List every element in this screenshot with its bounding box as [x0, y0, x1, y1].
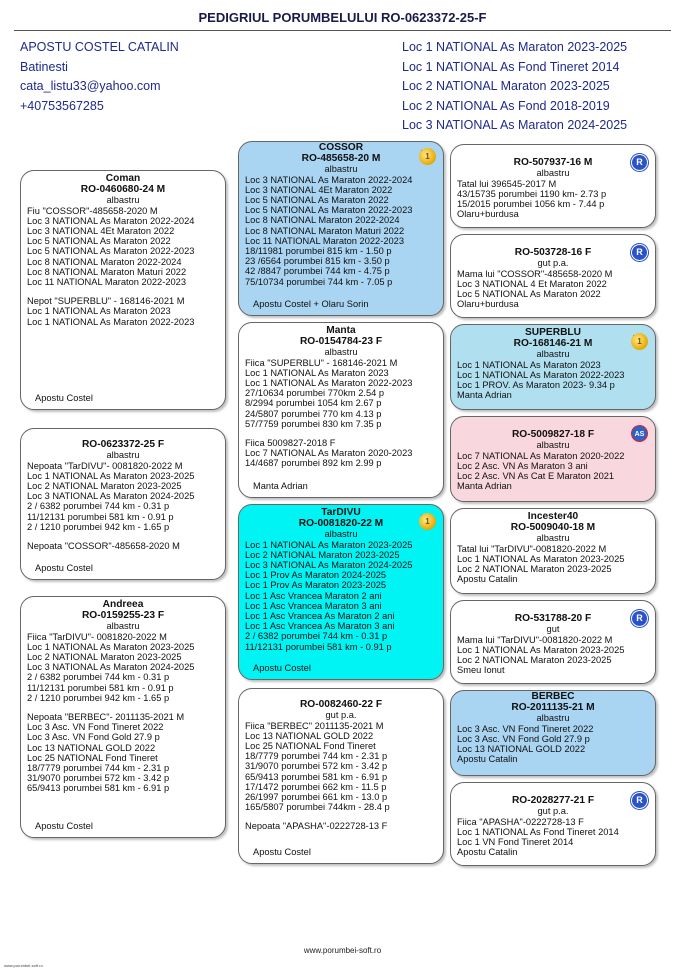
- info-line: Loc 1 Asc Vrancea Maraton 2 ani: [245, 590, 382, 601]
- info-line: 23 /6564 porumbei 815 km - 3.50 p: [245, 256, 390, 267]
- info-line: Loc 7 NATIONAL As Maraton 2020-2022: [457, 450, 625, 461]
- info-line: Tatal lui 396545-2017 M: [457, 178, 557, 189]
- card-lines: [239, 358, 443, 429]
- card-dds[interactable]: [450, 690, 656, 776]
- info-line: 11/12131 porumbei 581 km - 0.91 p: [27, 682, 174, 693]
- info-line: Loc 1 Prov As Maraton 2024-2025: [245, 570, 387, 581]
- info-line: Fiica "TarDIVU"- 0081820-2022 M: [27, 631, 167, 642]
- owner-titles: [402, 38, 627, 136]
- info-line: Fiu "COSSOR"-485658-2020 M: [27, 205, 158, 216]
- pigeon-color: gut p.a.: [537, 258, 569, 268]
- info-line: Loc 11 NATIONAL Maraton 2022-2023: [245, 235, 404, 246]
- card-lines: [451, 451, 655, 482]
- info-line: Loc 5 NATIONAL As Maraton 2022-2023: [27, 246, 195, 257]
- info-line: Fiica "SUPERBLU" - 168146-2021 M: [245, 357, 398, 368]
- card-ddd[interactable]: [450, 782, 656, 866]
- breeder: Apostu Catalin: [457, 754, 518, 765]
- card-dss[interactable]: [450, 508, 656, 594]
- pigeon-color: gut p.a.: [537, 806, 569, 816]
- breeder: Smeu Ionut: [457, 665, 505, 676]
- info-line: Loc 1 NATIONAL As Fond Tineret 2014: [457, 826, 619, 837]
- info-line: Loc 3 NATIONAL As Maraton 2024-2025: [245, 559, 413, 570]
- info-line: Loc 13 NATIONAL GOLD 2022: [27, 742, 156, 753]
- card-lines: [239, 821, 443, 831]
- info-line: 65/9413 porumbei 581 km - 6.91 p: [27, 783, 170, 794]
- info-line: Loc 3 Asc. VN Fond Tineret 2022: [27, 722, 164, 733]
- pigeon-color: albastru: [324, 529, 358, 539]
- card-lines: [21, 541, 225, 551]
- registered-icon: R: [631, 154, 648, 171]
- breeder: Apostu Catalin: [457, 574, 518, 585]
- pigeon-color: albastru: [106, 621, 140, 631]
- info-line: 8/2994 porumbei 1054 km 2.67 p: [245, 398, 382, 409]
- info-line: 65/9413 porumbei 581 km - 6.91 p: [245, 771, 388, 782]
- card-lines: [239, 175, 443, 287]
- info-line: Tatal lui "TarDIVU"-0081820-2022 M: [457, 543, 607, 554]
- pigeon-name: COSSOR: [318, 142, 364, 153]
- breeder: Apostu Costel: [35, 820, 93, 831]
- pigeon-color: albastru: [536, 713, 570, 723]
- info-line: Nepot "SUPERBLU" - 168146-2021 M: [27, 296, 185, 307]
- info-line: 43/15735 porumbei 1190 km- 2.73 p: [457, 188, 607, 199]
- card-lines: [451, 635, 655, 666]
- info-line: Loc 2 NATIONAL Maraton 2023-2025: [245, 549, 400, 560]
- breeder: Apostu Costel: [253, 662, 311, 673]
- card-sdd[interactable]: [450, 416, 656, 502]
- info-line: Loc 1 NATIONAL As Maraton 2022-2023: [245, 377, 413, 388]
- owner-title: Loc 3 NATIONAL As Maraton 2024-2025: [402, 118, 628, 132]
- breeder: Apostu Costel: [35, 562, 93, 573]
- info-line: Loc 1 NATIONAL As Maraton 2023-2025: [245, 539, 413, 550]
- info-line: Loc 3 NATIONAL As Maraton 2024-2025: [27, 491, 195, 502]
- card-lines: [451, 817, 655, 848]
- card-dam[interactable]: [20, 596, 226, 838]
- info-line: Loc 5 NATIONAL As Maraton 2022: [457, 288, 601, 299]
- owner-info: [20, 38, 179, 116]
- pigeon-name: BERBEC: [531, 691, 575, 702]
- info-line: Fiica "BERBEC" 2011135-2021 M: [245, 720, 384, 731]
- breeder: Olaru+burdusa: [457, 209, 519, 220]
- info-line: 14/4687 porumbei 892 km 2.99 p: [245, 458, 382, 469]
- ring-number: RO-0082460-22 F: [299, 699, 383, 710]
- ring-number: RO-485658-20 M: [301, 153, 381, 164]
- info-line: 2 / 1210 porumbei 942 km - 1.65 p: [27, 521, 170, 532]
- info-line: Loc 2 NATIONAL Maraton 2023-2025: [457, 563, 612, 574]
- pigeon-color: gut p.a.: [325, 710, 357, 720]
- info-line: 18/7779 porumbei 744 km - 2.31 p: [245, 751, 388, 762]
- owner-email[interactable]: cata_listu33@yahoo.com: [20, 79, 161, 93]
- card-lines: [21, 461, 225, 532]
- registered-icon: R: [631, 610, 648, 627]
- card-lines: [451, 360, 655, 391]
- card-sire-dam[interactable]: [238, 322, 444, 498]
- card-lines: [239, 438, 443, 469]
- card-dam-sire[interactable]: [238, 504, 444, 680]
- breeder: Manta Adrian: [457, 390, 512, 401]
- pigeon-color: albastru: [106, 195, 140, 205]
- owner-title: Loc 1 NATIONAL As Fond Tineret 2014: [402, 59, 620, 74]
- card-lines: [239, 721, 443, 813]
- pigeon-name: SUPERBLU: [524, 327, 582, 338]
- owner-title: Loc 2 NATIONAL Maraton 2023-2025: [402, 79, 610, 93]
- as-cup-icon: AS: [631, 425, 648, 442]
- info-line: Loc 1 Asc Vrancea Maraton 3 ani: [245, 600, 382, 611]
- card-dam-dam[interactable]: [238, 688, 444, 864]
- info-line: 57/7759 porumbei 830 km 7.35 p: [245, 418, 382, 429]
- info-line: 17/1472 porumbei 662 km - 11.5 p: [245, 781, 387, 792]
- owner-city: Batinesti: [20, 59, 68, 74]
- info-line: Loc 5 NATIONAL As Maraton 2022: [245, 194, 389, 205]
- info-line: Mama lui "TarDIVU"-0081820-2022 M: [457, 634, 613, 645]
- info-line: Loc 1 Asc Vrancea As Maraton 2 ani: [245, 610, 395, 621]
- info-line: Loc 3 Asc. VN Fond Gold 27.9 p: [457, 733, 590, 744]
- info-line: Loc 3 NATIONAL As Maraton 2024-2025: [27, 662, 195, 673]
- ring-number: RO-2011135-21 M: [511, 702, 595, 713]
- info-line: 26/1997 porumbei 661 km - 13.0 p: [245, 791, 388, 802]
- title-divider: [14, 30, 671, 31]
- info-line: Loc 3 NATIONAL As Maraton 2022-2024: [27, 215, 195, 226]
- info-line: 18/7779 porumbei 744 km - 2.31 p: [27, 762, 170, 773]
- info-line: Nepoata "APASHA"-0222728-13 F: [245, 821, 388, 832]
- ring-number: RO-2028277-21 F: [511, 795, 595, 806]
- card-lines: [451, 269, 655, 300]
- info-line: Loc 8 NATIONAL Maraton Maturi 2022: [27, 266, 187, 277]
- info-line: Mama lui "COSSOR"-485658-2020 M: [457, 268, 613, 279]
- ring-number: RO-0154784-23 F: [299, 336, 383, 347]
- info-line: Nepoata "COSSOR"-485658-2020 M: [27, 540, 180, 551]
- pigeon-color: albastru: [536, 168, 570, 178]
- ring-number: RO-0081820-22 M: [298, 518, 384, 529]
- info-line: Loc 2 NATIONAL Maraton 2023-2025: [457, 654, 612, 665]
- card-sire-sire[interactable]: [238, 141, 444, 316]
- breeder: Apostu Costel + Olaru Sorin: [253, 298, 369, 309]
- info-line: Nepoata "BERBEC"- 2011135-2021 M: [27, 711, 185, 722]
- info-line: Loc 1 NATIONAL As Maraton 2023: [245, 367, 389, 378]
- info-line: Nepoata "TarDIVU"- 0081820-2022 M: [27, 460, 183, 471]
- info-line: Loc 1 NATIONAL As Maraton 2023-2025: [27, 470, 195, 481]
- pigeon-color: albastru: [536, 349, 570, 359]
- breeder: Apostu Costel: [253, 846, 311, 857]
- info-line: Loc 3 Asc. VN Fond Tineret 2022: [457, 723, 594, 734]
- pigeon-color: albastru: [324, 164, 358, 174]
- pigeon-name: Andreea: [102, 599, 144, 610]
- registered-icon: R: [631, 244, 648, 261]
- info-line: Loc 3 NATIONAL 4 Et Maraton 2022: [457, 278, 607, 289]
- card-sss[interactable]: [450, 144, 656, 228]
- ring-number: RO-168146-21 M: [513, 338, 593, 349]
- info-line: 2 / 6382 porumbei 744 km - 0.31 p: [27, 501, 170, 512]
- info-line: 31/9070 porumbei 572 km - 3.42 p: [245, 761, 388, 772]
- info-line: 2 / 1210 porumbei 942 km - 1.65 p: [27, 692, 170, 703]
- info-line: Loc 25 NATIONAL Fond Tineret: [245, 740, 376, 751]
- pigeon-name: Manta: [326, 325, 356, 336]
- info-line: Loc 3 NATIONAL 4Et Maraton 2022: [245, 184, 393, 195]
- pigeon-color: gut: [546, 624, 560, 634]
- info-line: 42 /8847 porumbei 744 km - 4.75 p: [245, 266, 390, 277]
- breeder: Olaru+burdusa: [457, 299, 519, 310]
- info-line: 165/5807 porumbei 744km - 28.4 p: [245, 802, 390, 813]
- footer-website[interactable]: www.porumbei-soft.ro: [303, 946, 382, 955]
- info-line: Loc 3 NATIONAL 4Et Maraton 2022: [27, 225, 175, 236]
- pigeon-name: Coman: [105, 173, 141, 184]
- info-line: Loc 2 Asc. VN As Maraton 3 ani: [457, 460, 588, 471]
- info-line: 15/2015 porumbei 1056 km - 7.44 p: [457, 198, 605, 209]
- card-sds[interactable]: [450, 324, 656, 410]
- owner-phone: +40753567285: [20, 98, 104, 113]
- owner-title: Loc 1 NATIONAL As Maraton 2023-2025: [402, 40, 628, 54]
- info-line: Loc 1 NATIONAL As Maraton 2023-2025: [457, 553, 625, 564]
- info-line: Loc 1 NATIONAL As Maraton 2022-2023: [27, 316, 195, 327]
- gold-medal-icon: 1: [419, 148, 436, 165]
- ring-number: RO-5009040-18 M: [510, 522, 596, 533]
- ring-number: RO-0460680-24 M: [80, 184, 166, 195]
- breeder: Manta Adrian: [457, 481, 512, 492]
- pigeon-name: Incester40: [527, 511, 579, 522]
- owner-title: Loc 2 NATIONAL As Fond 2018-2019: [402, 98, 610, 113]
- info-line: Loc 1 Asc Vrancea As Maraton 3 ani: [245, 621, 395, 632]
- info-line: Fiica "APASHA"-0222728-13 F: [457, 816, 584, 827]
- info-line: 11/12131 porumbei 581 km - 0.91 p: [245, 641, 392, 652]
- breeder: Apostu Costel: [35, 392, 93, 403]
- pigeon-name: TarDIVU: [321, 507, 361, 518]
- info-line: Loc 1 Prov As Maraton 2023-2025: [245, 580, 387, 591]
- card-subject[interactable]: [20, 428, 226, 580]
- info-line: Loc 1 PROV. As Maraton 2023- 9.34 p: [457, 379, 615, 390]
- ring-number: RO-0159255-23 F: [81, 610, 165, 621]
- info-line: Loc 2 NATIONAL Maraton 2023-2025: [27, 480, 182, 491]
- card-lines: [451, 544, 655, 575]
- card-lines: [21, 206, 225, 288]
- info-line: 27/10634 porumbei 770km 2.54 p: [245, 388, 385, 399]
- gold-medal-icon: 1: [419, 513, 436, 530]
- page-title: PEDIGRIUL PORUMBELULUI RO-0623372-25-F: [198, 10, 487, 25]
- info-line: Loc 2 NATIONAL Maraton 2023-2025: [27, 651, 182, 662]
- info-line: 31/9070 porumbei 572 km - 3.42 p: [27, 773, 170, 784]
- ring-number: RO-5009827-18 F: [511, 429, 595, 440]
- registered-icon: R: [631, 792, 648, 809]
- card-dsd[interactable]: [450, 600, 656, 684]
- info-line: 24/5807 porumbei 770 km 4.13 p: [245, 408, 382, 419]
- card-lines: [239, 540, 443, 652]
- ring-number: RO-531788-20 F: [514, 613, 592, 624]
- card-lines: [451, 724, 655, 755]
- info-line: 75/10734 porumbei 744 km - 7.05 p: [245, 276, 393, 287]
- pigeon-color: albastru: [536, 440, 570, 450]
- info-line: Loc 13 NATIONAL GOLD 2022: [457, 743, 586, 754]
- gold-medal-icon: 1: [631, 333, 648, 350]
- info-line: Loc 3 Asc. VN Fond Gold 27.9 p: [27, 732, 160, 743]
- card-lines: [21, 296, 225, 327]
- info-line: Loc 5 NATIONAL As Maraton 2022-2023: [245, 205, 413, 216]
- info-line: Loc 8 NATIONAL Maraton 2022-2024: [27, 256, 182, 267]
- info-line: 18/11981 porumbei 815 km - 1.50 p: [245, 245, 392, 256]
- info-line: Loc 1 NATIONAL As Maraton 2023-2025: [27, 641, 195, 652]
- info-line: Loc 1 NATIONAL As Maraton 2023: [457, 359, 601, 370]
- info-line: Loc 8 NATIONAL Maraton 2022-2024: [245, 215, 400, 226]
- info-line: Loc 5 NATIONAL As Maraton 2022: [27, 236, 171, 247]
- ring-number: RO-507937-16 M: [513, 157, 593, 168]
- info-line: Loc 3 NATIONAL As Maraton 2022-2024: [245, 174, 413, 185]
- card-lines: [451, 179, 655, 210]
- info-line: Loc 2 Asc. VN As Cat E Maraton 2021: [457, 470, 615, 481]
- info-line: Loc 7 NATIONAL As Maraton 2020-2023: [245, 448, 413, 459]
- breeder: Apostu Catalin: [457, 847, 518, 858]
- owner-name: APOSTU COSTEL CATALIN: [20, 40, 179, 54]
- card-sire[interactable]: [20, 170, 226, 410]
- corner-watermark: www.porumbei-soft.ro: [4, 963, 43, 968]
- info-line: 2 / 6382 porumbei 744 km - 0.31 p: [27, 672, 170, 683]
- breeder: Manta Adrian: [253, 480, 308, 491]
- card-lines: [21, 632, 225, 703]
- pigeon-color: albastru: [536, 533, 570, 543]
- info-line: Loc 25 NATIONAL Fond Tineret: [27, 752, 158, 763]
- info-line: Loc 1 NATIONAL As Maraton 2022-2023: [457, 369, 625, 380]
- card-lines: [21, 712, 225, 794]
- pigeon-color: albastru: [324, 347, 358, 357]
- ring-number: RO-503728-16 F: [514, 247, 592, 258]
- info-line: Loc 11 NATIONAL Maraton 2022-2023: [27, 276, 186, 287]
- ring-number: RO-0623372-25 F: [81, 439, 165, 450]
- info-line: Loc 1 NATIONAL As Maraton 2023: [27, 306, 171, 317]
- info-line: 2 / 6382 porumbei 744 km - 0.31 p: [245, 631, 388, 642]
- pigeon-color: albastru: [106, 450, 140, 460]
- info-line: Loc 1 NATIONAL As Maraton 2023-2025: [457, 644, 625, 655]
- info-line: Fiica 5009827-2018 F: [245, 437, 336, 448]
- info-line: Loc 8 NATIONAL Maraton Maturi 2022: [245, 225, 405, 236]
- info-line: Loc 13 NATIONAL GOLD 2022: [245, 730, 374, 741]
- info-line: 11/12131 porumbei 581 km - 0.91 p: [27, 511, 174, 522]
- card-ssd[interactable]: [450, 234, 656, 318]
- info-line: Loc 1 VN Fond Tineret 2014: [457, 836, 574, 847]
